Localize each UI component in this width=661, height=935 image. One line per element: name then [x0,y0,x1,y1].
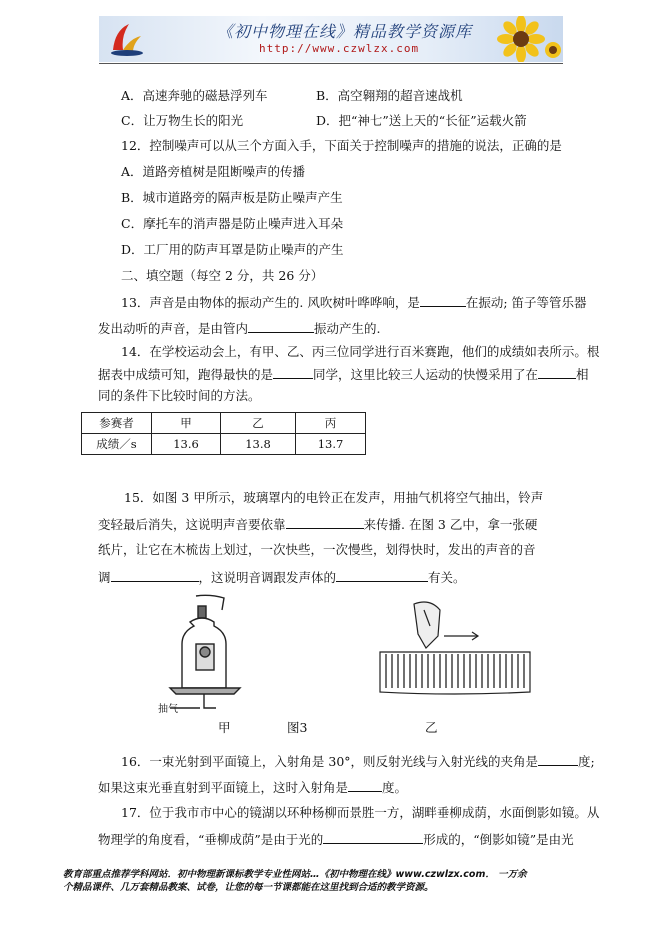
site-logo-icon [107,20,147,58]
q15-text-4b: ，这说明音调跟发声体的 [198,570,337,585]
page-footer [63,868,603,894]
q12-option-c: C．摩托车的消声器是防止噪声进入耳朵 [121,216,344,231]
q15-text-2b: 来传播. 在图 3 乙中，拿一张硬 [363,517,538,532]
q17-line-2 [98,831,574,848]
figure-caption: 图3 [287,720,308,735]
q14-blank-2[interactable] [538,366,576,379]
q15-line-2 [98,516,537,533]
q16-blank-1[interactable] [538,753,578,766]
q15-text-4a: 调 [98,570,111,585]
table-header-cell: 乙 [221,413,296,434]
q17-line-1: 17．位于我市市中心的镜湖以环种杨柳而景胜一方，湖畔垂柳成荫，水面倒影如镜。从 [121,805,600,820]
q16-blank-2[interactable] [348,779,382,792]
q14-line-2 [98,366,589,383]
footer-line-2: 个精品课件、几万套精品教案、试卷，让您的每一节课都能在这里找到合适的教学资源。 [63,882,434,893]
q15-line-3: 纸片，让它在木梳齿上划过，一次快些，一次慢些，划得快时，发出的声音的音 [98,542,536,557]
table-header-row [82,413,366,434]
q14-blank-1[interactable] [273,366,313,379]
q14-text-2c: 相 [576,367,589,382]
table-cell: 13.8 [221,434,296,455]
q11-option-a: A．高速奔驰的磁悬浮列车 [121,88,268,103]
q15-line-4 [98,569,466,586]
q15-blank-1[interactable] [286,516,364,529]
q14-line-1: 14．在学校运动会上，有甲、乙、丙三位同学进行百米赛跑，他们的成绩如表所示。根 [121,344,600,359]
q16-line-1 [121,753,595,770]
q12-stem: 12．控制噪声可以从三个方面入手，下面关于控制噪声的措施的说法，正确的是 [121,138,562,153]
q15-blank-2[interactable] [111,569,199,582]
section-heading-fill-in: 二、填空题（每空 2 分，共 26 分） [121,268,324,283]
q11-option-d: D．把“神七”送上天的“长征”运载火箭 [316,113,527,128]
table-row [82,434,366,455]
q12-option-d: D．工厂用的防声耳罩是防止噪声的产生 [121,242,344,257]
q15-text-4c: 有关。 [428,570,466,585]
pump-label: 抽气 [158,704,178,715]
q17-text-2b: 形成的，“倒影如镜”是由光 [423,832,574,847]
q16-text-1b: 度; [578,754,595,769]
q15-text-2a: 变轻最后消失，这说明声音要依靠 [98,517,286,532]
q13-blank-1[interactable] [420,294,466,307]
race-results-table [81,412,366,455]
q16-text-2a: 如果这束光垂直射到平面镜上，这时入射角是 [98,780,349,795]
table-header-cell: 甲 [152,413,221,434]
q15-line-1: 15．如图 3 甲所示，玻璃罩内的电铃正在发声，用抽气机将空气抽出，铃声 [124,490,544,505]
q13-line-1 [121,294,587,311]
q17-blank-1[interactable] [323,831,423,844]
q16-text-1a: 16．一束光射到平面镜上，入射角是 30°，则反射光线与入射光线的夹角是 [121,754,539,769]
figure-label-yi: 乙 [425,720,438,735]
q15-blank-3[interactable] [336,569,428,582]
q13-text-2b: 振动产生的. [314,321,381,336]
sunflower-icon [479,16,563,62]
q13-text-1b: 在振动; 笛子等管乐器 [465,295,587,310]
figure-label-jia: 甲 [218,720,231,735]
table-cell: 13.7 [296,434,366,455]
q11-option-c: C．让万物生长的阳光 [121,113,244,128]
q13-line-2 [98,320,381,337]
header-rule [99,63,563,64]
comb-figure [374,596,536,700]
q12-option-b: B．城市道路旁的隔声板是防止噪声产生 [121,190,343,205]
q12-option-a: A．道路旁植树是阻断噪声的传播 [121,164,306,179]
footer-line-1: 教育部重点推荐学科网站．初中物理新课标教学专业性网站…《初中物理在线》www.czwlzx.com． 一万余 [63,869,527,880]
header-banner [99,16,563,62]
q14-text-2a: 据表中成绩可知，跑得最快的是 [98,367,274,382]
table-cell: 成绩／s [82,434,152,455]
banner-title: 《初中物理在线》精品教学资源库 [217,22,473,41]
table-header-cell: 丙 [296,413,366,434]
q14-text-2b: 同学，这里比较三人运动的快慢采用了在 [313,367,539,382]
q14-line-3: 同的条件下比较时间的方法。 [98,388,261,403]
q17-text-2a: 物理学的角度看，“垂柳成荫”是由于光的 [98,832,324,847]
q16-text-2b: 度。 [382,780,408,795]
table-header-cell: 参赛者 [82,413,152,434]
q16-line-2 [98,779,407,796]
q13-text-1a: 13．声音是由物体的振动产生的. 风吹树叶哗哗响，是 [121,295,420,310]
banner-url[interactable]: http://www.czwlzx.com [259,42,420,55]
q13-text-2a: 发出动听的声音，是由管内 [98,321,249,336]
q13-blank-2[interactable] [248,320,314,333]
q11-option-b: B．高空翱翔的超音速战机 [316,88,463,103]
table-cell: 13.6 [152,434,221,455]
